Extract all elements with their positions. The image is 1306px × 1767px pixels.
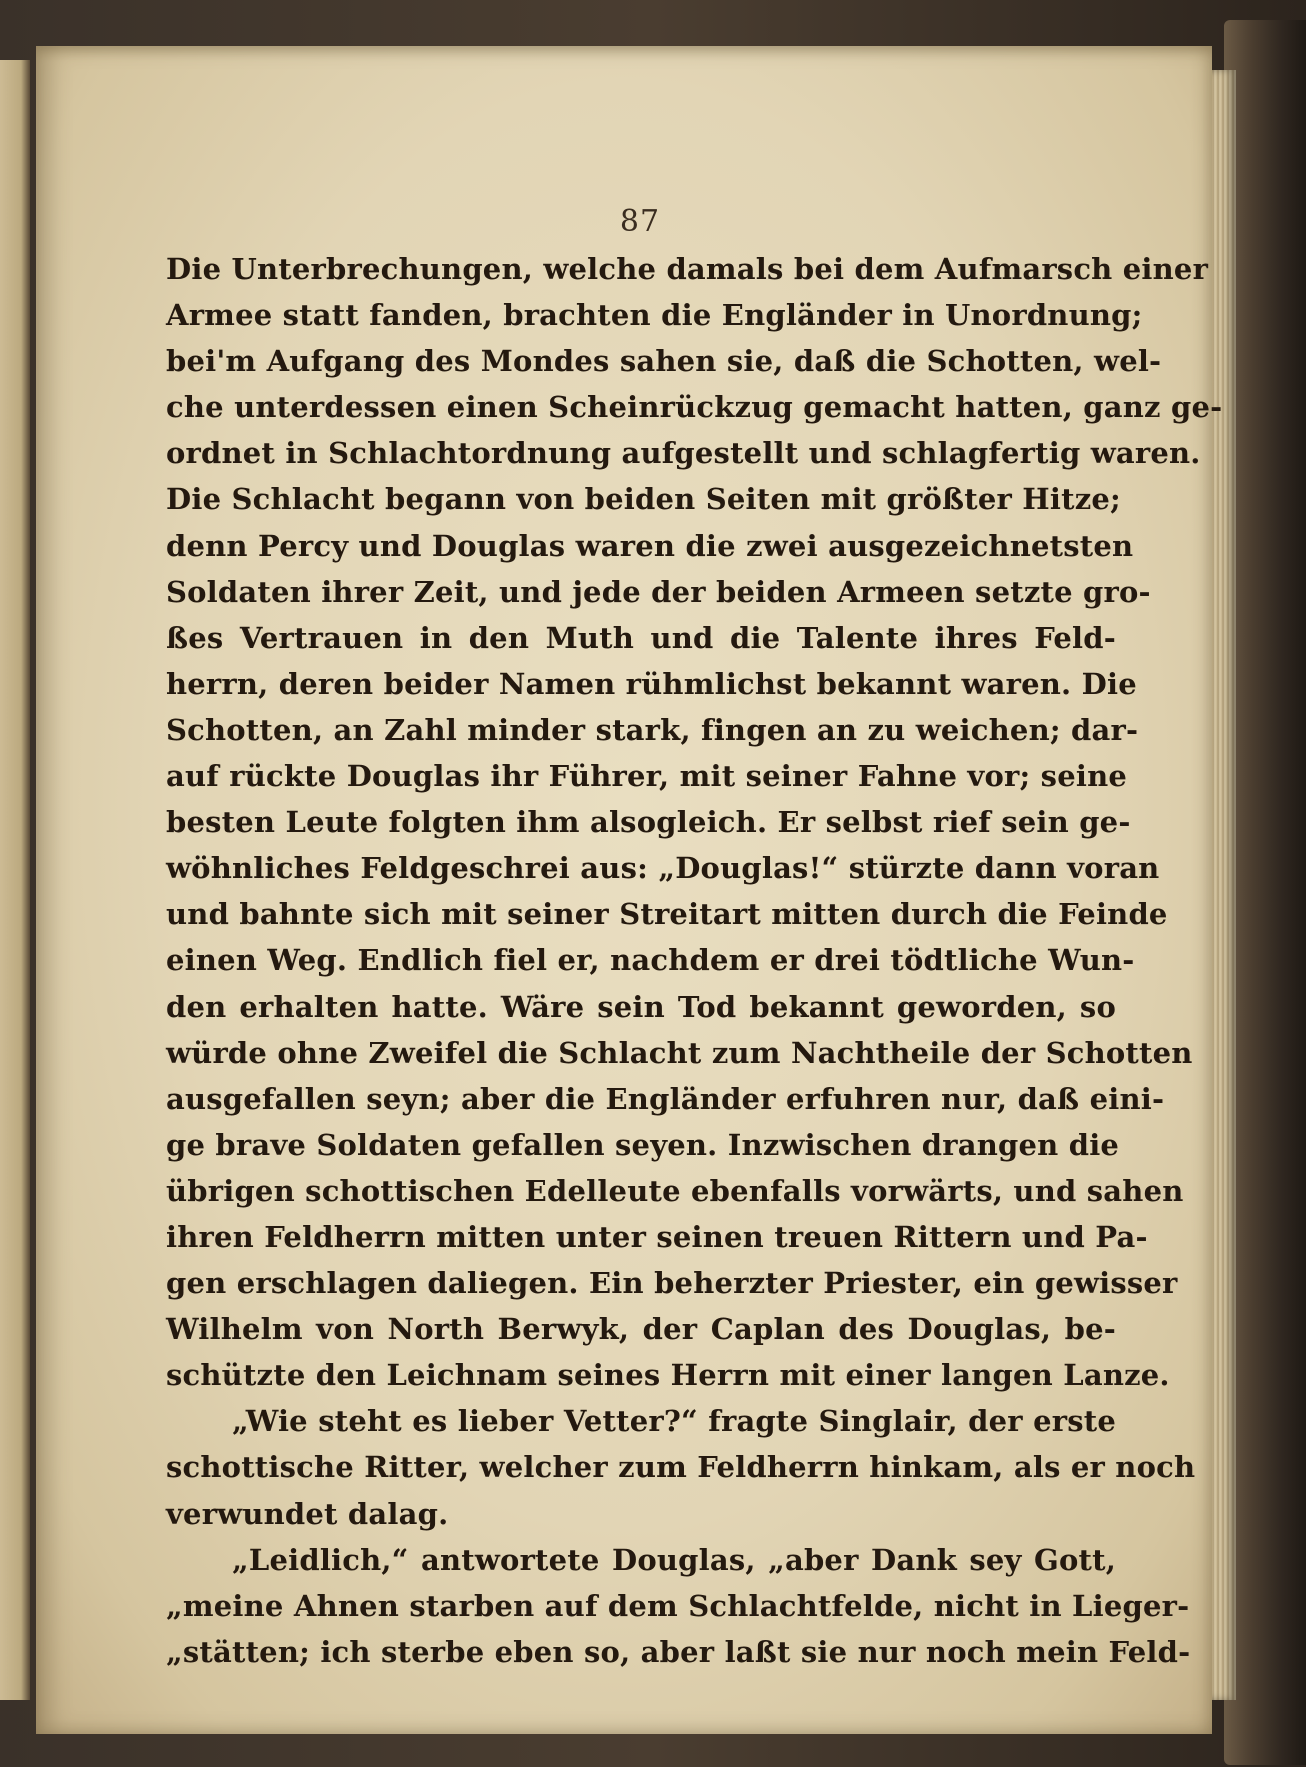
text-line: „Wie steht es lieber Vetter?“ fragte Singlair, der erste: [232, 1404, 1116, 1439]
text-line: Armee statt fanden, brachten die Engländer in Unordnung;: [166, 298, 1143, 333]
text-line: Die Schlacht begann von beiden Seiten mit größter Hitze;: [166, 482, 1121, 517]
text-line: „stätten; ich sterbe eben so, aber laßt sie nur noch mein Feld-: [166, 1634, 1191, 1669]
facing-page-edge: [0, 60, 30, 1700]
text-line: und bahnte sich mit seiner Streitart mitten durch die Feinde: [166, 897, 1168, 932]
text-line: Die Unterbrechungen, welche damals bei dem Aufmarsch einer: [166, 252, 1209, 286]
text-line: ge brave Soldaten gefallen seyen. Inzwischen drangen die: [166, 1127, 1120, 1162]
text-line: ßes Vertrauen in den Muth und die Talente ihres Feld-: [166, 620, 1116, 655]
book-page: [36, 46, 1223, 1734]
text-line: besten Leute folgten ihm alsogleich. Er selbst rief sein ge-: [166, 805, 1131, 840]
text-line: gen erschlagen daliegen. Ein beherzter Priester, ein gewisser: [166, 1266, 1178, 1301]
text-line: ordnet in Schlachtordnung aufgestellt und schlagfertig waren.: [166, 436, 1201, 471]
text-line: wöhnliches Feldgeschrei aus: „Douglas!“ stürzte dann voran: [166, 851, 1160, 886]
text-line: herrn, deren beider Namen rühmlichst bekannt waren. Die: [166, 666, 1137, 701]
text-line: auf rückte Douglas ihr Führer, mit seiner Fahne vor; seine: [166, 759, 1128, 794]
text-line: den erhalten hatte. Wäre sein Tod bekannt geworden, so: [166, 989, 1116, 1024]
text-line: denn Percy und Douglas waren die zwei ausgezeichnetsten: [166, 528, 1134, 563]
text-line: verwundet dalag.: [166, 1496, 449, 1531]
text-line: einen Weg. Endlich fiel er, nachdem er drei tödtliche Wun-: [166, 943, 1135, 978]
text-line: Soldaten ihrer Zeit, und jede der beiden Armeen setzte gro-: [166, 574, 1151, 609]
text-line: che unterdessen einen Scheinrückzug gemacht hatten, ganz ge-: [166, 390, 1223, 425]
book-cover-edge: [1224, 20, 1306, 1765]
text-line: würde ohne Zweifel die Schlacht zum Nachtheile der Schotten: [166, 1035, 1193, 1070]
text-line: übrigen schottischen Edelleute ebenfalls vorwärts, und sahen: [166, 1173, 1184, 1208]
text-line: Schotten, an Zahl minder stark, fingen an zu weichen; dar-: [166, 712, 1139, 747]
text-line: Wilhelm von North Berwyk, der Caplan des Douglas, be-: [166, 1312, 1116, 1347]
text-line: schützte den Leichnam seines Herrn mit einer langen Lanze.: [166, 1358, 1170, 1393]
text-line: ihren Feldherrn mitten unter seinen treuen Rittern und Pa-: [166, 1219, 1148, 1254]
page-number: 87: [619, 204, 661, 239]
text-line: „Leidlich,“ antwortete Douglas, „aber Dank sey Gott,: [232, 1542, 1116, 1577]
text-line: ausgefallen seyn; aber die Engländer erfuhren nur, daß eini-: [166, 1081, 1165, 1116]
body-text: [166, 246, 1223, 1675]
text-line: „meine Ahnen starben auf dem Schlachtfelde, nicht in Lieger-: [166, 1588, 1190, 1623]
text-line: schottische Ritter, welcher zum Feldherrn hinkam, als er noch: [166, 1450, 1196, 1485]
text-line: bei'm Aufgang des Mondes sahen sie, daß die Schotten, wel-: [166, 344, 1162, 379]
